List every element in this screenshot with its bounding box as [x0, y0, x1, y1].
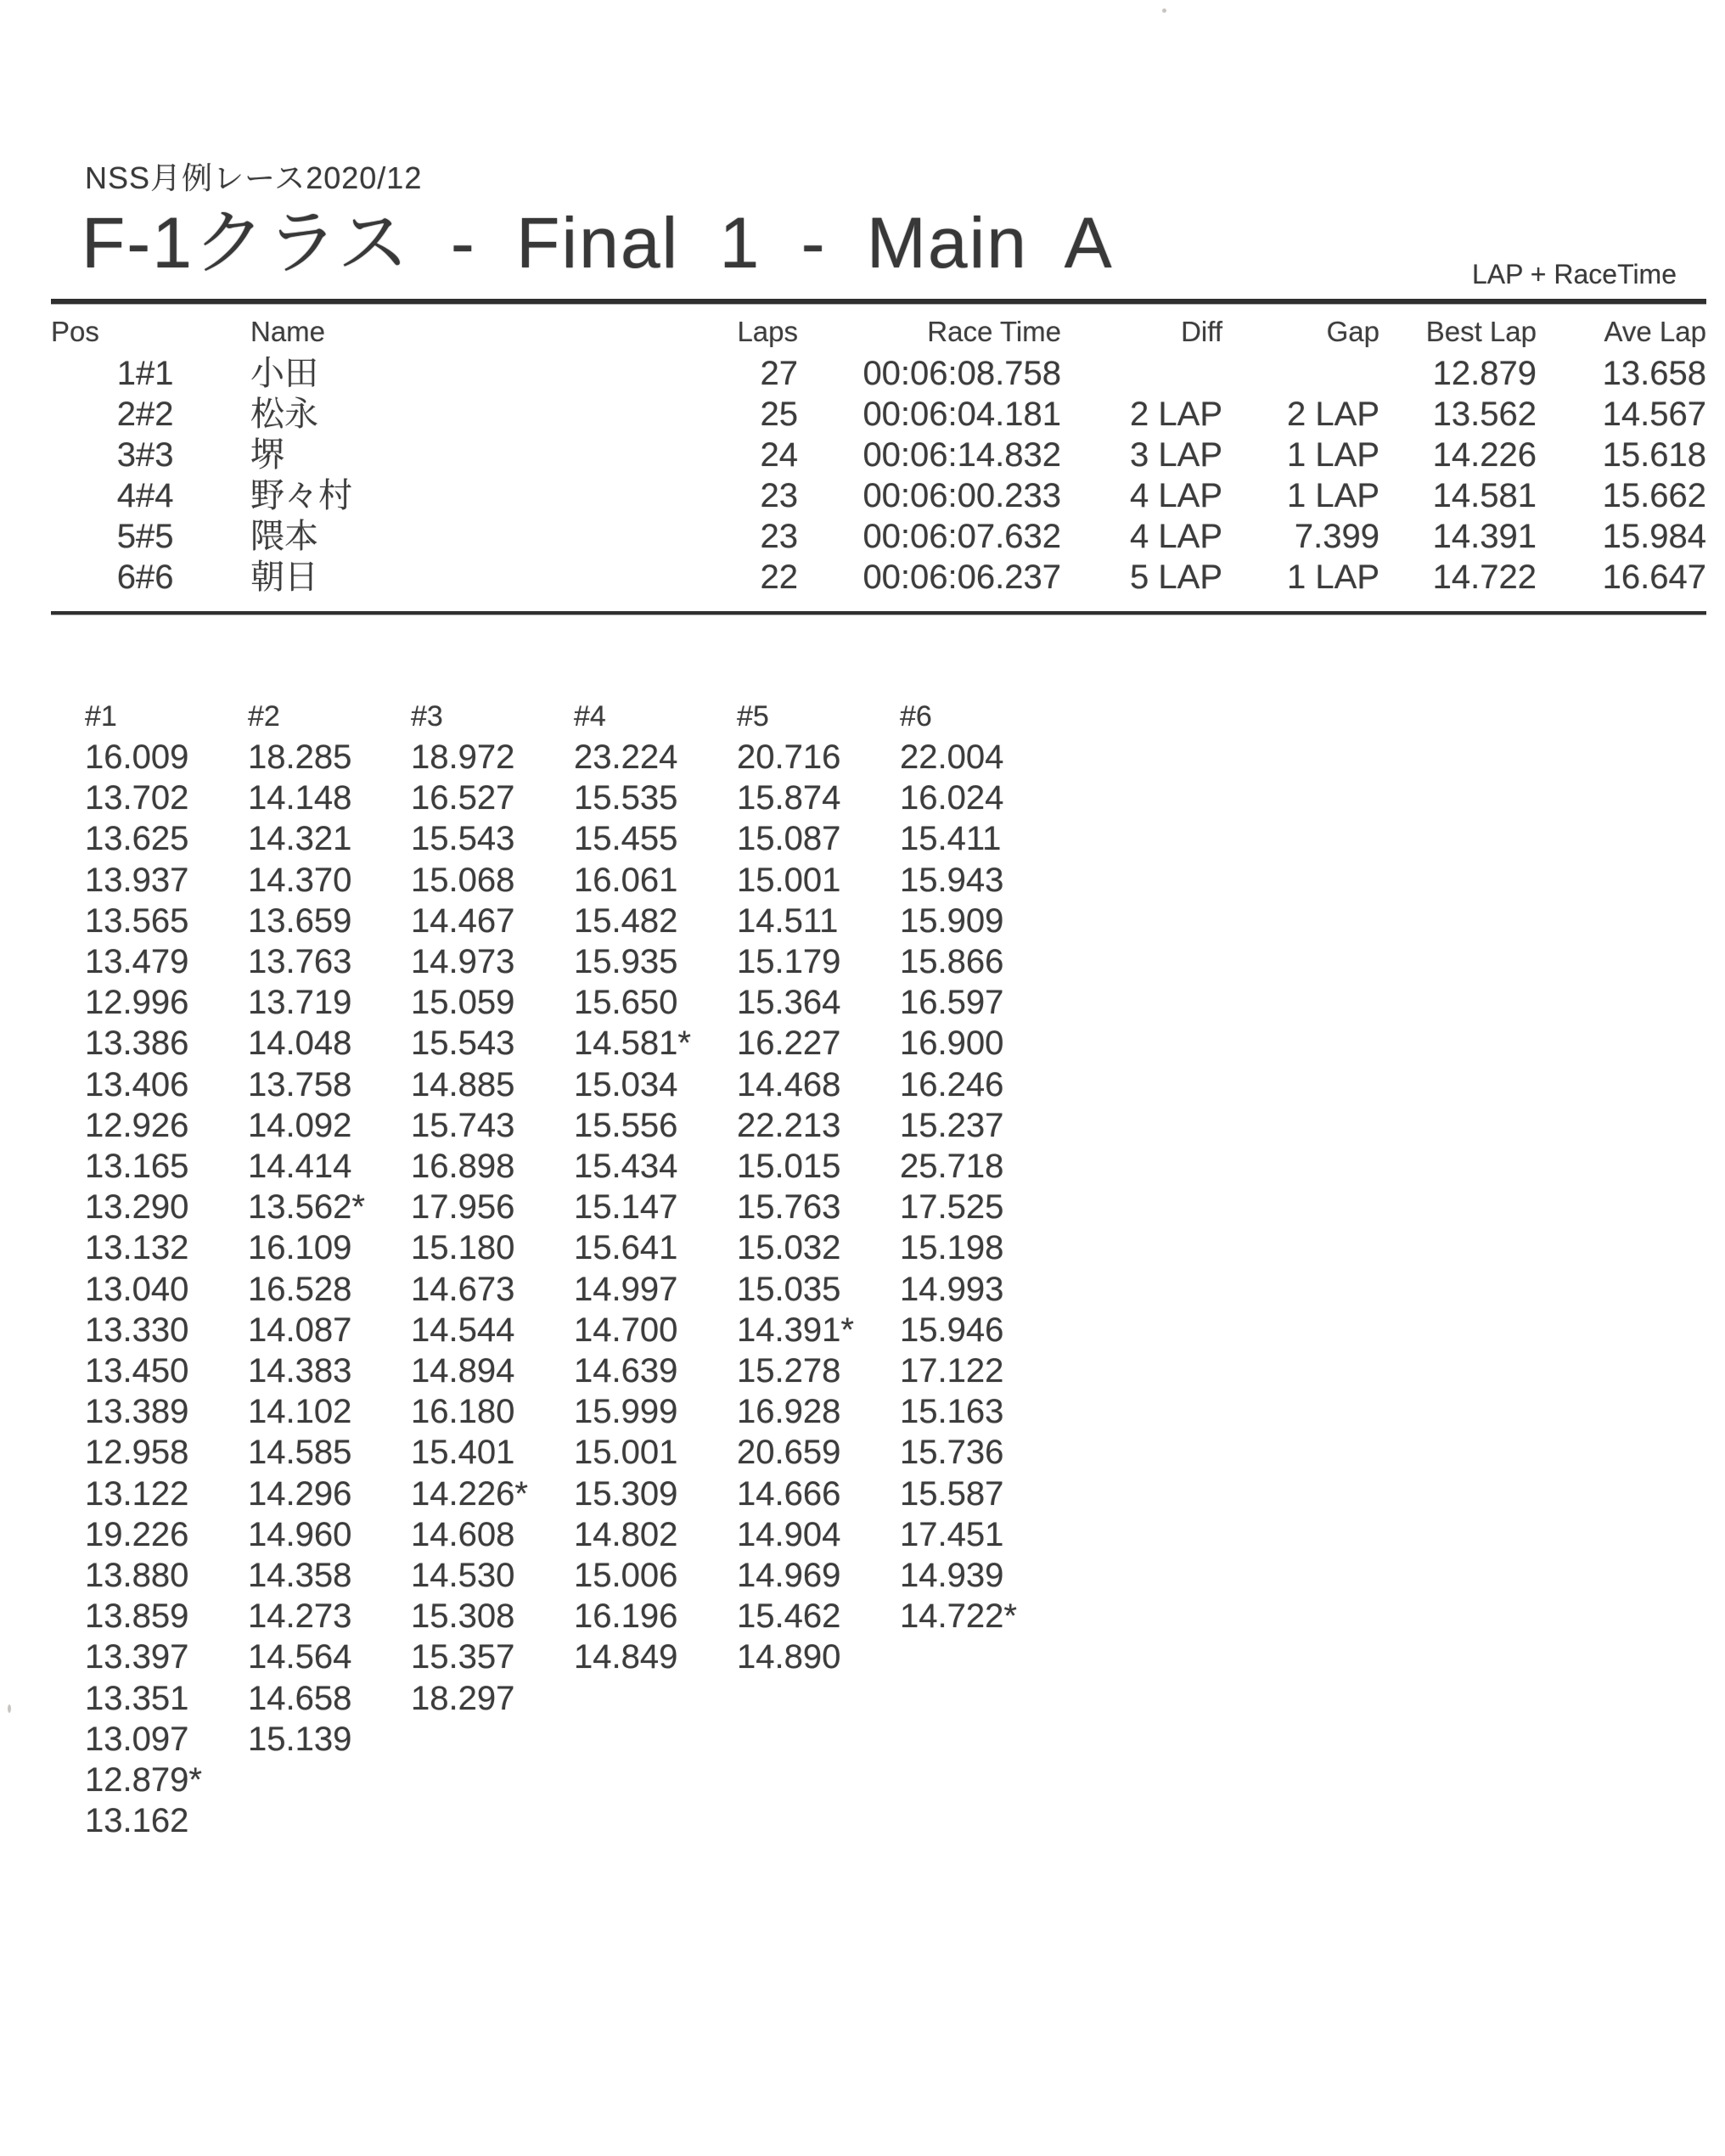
lap-time-cell: 15.198: [900, 1229, 1004, 1267]
car-number-cell: #5: [136, 518, 174, 555]
laps-cell: 23: [760, 518, 798, 555]
lap-time-cell: 15.180: [411, 1229, 515, 1267]
gap-cell: 1 LAP: [1287, 559, 1379, 596]
lap-time-cell: 16.528: [248, 1270, 352, 1308]
lap-time-cell: 12.879*: [85, 1761, 202, 1799]
lap-time-cell: 16.109: [248, 1229, 352, 1267]
lap-time-cell: 13.625: [85, 820, 189, 858]
lap-time-cell: 14.639: [574, 1352, 678, 1390]
lap-time-cell: 13.351: [85, 1679, 189, 1717]
lap-time-cell: 15.866: [900, 943, 1004, 981]
lap-time-cell: 15.237: [900, 1106, 1004, 1144]
lap-time-cell: 15.032: [737, 1229, 841, 1267]
lap-time-cell: 14.048: [248, 1025, 352, 1063]
lap-column-2: [248, 696, 411, 1841]
lap-time-cell: 13.880: [85, 1557, 189, 1595]
lap-time-cell: 17.451: [900, 1515, 1004, 1553]
lap-column-1: [85, 696, 248, 1841]
lap-time-cell: 16.900: [900, 1025, 1004, 1063]
lap-time-cell: 20.716: [737, 738, 841, 776]
lap-time-cell: 15.587: [900, 1474, 1004, 1513]
lap-time-cell: 16.527: [411, 779, 515, 817]
lap-time-cell: 15.001: [574, 1434, 678, 1472]
lap-time-cell: 16.024: [900, 779, 1004, 817]
lap-time-cell: 13.290: [85, 1188, 189, 1227]
lap-time-cell: 14.092: [248, 1106, 352, 1144]
timing-mode-label: LAP + RaceTime: [1472, 259, 1677, 289]
ave-lap-cell: 14.567: [1602, 396, 1706, 433]
event-name: NSS月例レース2020/12: [85, 160, 423, 195]
gap-cell: 7.399: [1294, 518, 1379, 555]
lap-column-3: [411, 696, 574, 1841]
lap-time-cell: 15.147: [574, 1188, 678, 1227]
race-time-cell: 00:06:14.832: [862, 436, 1061, 474]
car-number-cell: #3: [136, 436, 174, 474]
result-row: [51, 394, 1706, 435]
lap-time-cell: 15.357: [411, 1638, 515, 1676]
best-lap-cell: 14.391: [1432, 518, 1537, 555]
results-header-row: [51, 316, 1706, 353]
lap-time-cell: 15.139: [248, 1720, 352, 1758]
lap-time-cell: 15.556: [574, 1106, 678, 1144]
best-lap-cell: 14.722: [1432, 559, 1537, 596]
lap-column-header: #4: [574, 700, 606, 733]
results-table: [51, 316, 1706, 598]
laps-cell: 24: [760, 436, 798, 474]
driver-name-cell: 野々村: [250, 477, 352, 514]
col-header-ave-lap: Ave Lap: [1604, 316, 1706, 347]
lap-time-cell: 14.358: [248, 1557, 352, 1595]
lap-time-cell: 14.087: [248, 1311, 352, 1349]
lap-time-cell: 13.386: [85, 1025, 189, 1063]
lap-column-6: [900, 696, 1063, 1841]
lap-time-cell: 14.993: [900, 1270, 1004, 1308]
diff-cell: 3 LAP: [1130, 436, 1222, 474]
lap-time-cell: 15.482: [574, 901, 678, 940]
lap-time-cell: 17.122: [900, 1352, 1004, 1390]
lap-time-cell: 16.898: [411, 1148, 515, 1186]
lap-time-cell: 14.969: [737, 1557, 841, 1595]
col-header-laps: Laps: [737, 316, 798, 347]
lap-time-cell: 14.722*: [900, 1597, 1017, 1636]
diff-cell: 2 LAP: [1130, 396, 1222, 433]
lap-time-cell: 13.132: [85, 1229, 189, 1267]
laps-cell: 27: [760, 355, 798, 392]
lap-time-cell: 15.999: [574, 1393, 678, 1431]
lap-time-cell: 14.997: [574, 1270, 678, 1308]
lap-time-cell: 13.763: [248, 943, 352, 981]
lap-time-cell: 15.006: [574, 1557, 678, 1595]
lap-time-cell: 15.743: [411, 1106, 515, 1144]
lap-time-cell: 16.009: [85, 738, 189, 776]
ave-lap-cell: 15.984: [1602, 518, 1706, 555]
lap-time-cell: 15.035: [737, 1270, 841, 1308]
lap-time-cell: 16.061: [574, 861, 678, 899]
col-header-car: [136, 316, 250, 353]
lap-time-cell: 14.296: [248, 1474, 352, 1513]
lap-time-cell: 15.736: [900, 1434, 1004, 1472]
lap-time-cell: 13.859: [85, 1597, 189, 1636]
lap-time-cell: 15.163: [900, 1393, 1004, 1431]
lap-time-cell: 14.414: [248, 1148, 352, 1186]
lap-time-cell: 15.411: [900, 820, 1002, 858]
race-time-cell: 00:06:07.632: [862, 518, 1061, 555]
driver-name-cell: 隈本: [250, 518, 318, 555]
lap-time-cell: 14.608: [411, 1515, 515, 1553]
lap-time-cell: 12.926: [85, 1106, 189, 1144]
result-row: [51, 557, 1706, 598]
lap-time-cell: 18.972: [411, 738, 515, 776]
lap-time-cell: 14.370: [248, 861, 352, 899]
lap-time-cell: 13.562*: [248, 1188, 365, 1227]
lap-time-cell: 13.165: [85, 1148, 189, 1186]
lap-time-cell: 13.406: [85, 1065, 189, 1103]
lap-time-cell: 17.956: [411, 1188, 515, 1227]
lap-time-cell: 15.059: [411, 984, 515, 1022]
lap-time-cell: 13.702: [85, 779, 189, 817]
lap-time-cell: 14.321: [248, 820, 352, 858]
laps-cell: 25: [760, 396, 798, 433]
lap-time-cell: 13.758: [248, 1065, 352, 1103]
col-header-name: Name: [250, 316, 326, 347]
race-time-cell: 00:06:00.233: [862, 477, 1061, 514]
lap-time-cell: 18.285: [248, 738, 352, 776]
pos-cell: 5: [116, 518, 136, 555]
ave-lap-cell: 15.662: [1602, 477, 1706, 514]
diff-cell: 4 LAP: [1130, 477, 1222, 514]
gap-cell: 1 LAP: [1287, 477, 1379, 514]
ave-lap-cell: 15.618: [1602, 436, 1706, 474]
col-header-race-time: Race Time: [927, 316, 1061, 347]
lap-time-cell: 13.389: [85, 1393, 189, 1431]
lap-column-5: [737, 696, 900, 1841]
car-number-cell: #6: [136, 559, 174, 596]
lap-time-cell: 12.996: [85, 984, 189, 1022]
lap-time-cell: 14.581*: [574, 1025, 691, 1063]
lap-time-cell: 20.659: [737, 1434, 841, 1472]
lap-column-header: #3: [411, 700, 443, 733]
lap-time-cell: 14.226*: [411, 1474, 528, 1513]
lap-time-cell: 15.763: [737, 1188, 841, 1227]
lap-time-cell: 14.564: [248, 1638, 352, 1676]
lap-time-cell: 15.308: [411, 1597, 515, 1636]
pos-cell: 4: [116, 477, 136, 514]
result-row: [51, 435, 1706, 475]
pos-cell: 1: [116, 355, 136, 392]
best-lap-cell: 12.879: [1432, 355, 1537, 392]
lap-time-cell: 15.641: [574, 1229, 678, 1267]
gap-cell: [1222, 353, 1379, 394]
lap-time-cell: 14.673: [411, 1270, 515, 1308]
lap-time-cell: 15.068: [411, 861, 515, 899]
lap-time-cell: 13.659: [248, 901, 352, 940]
best-lap-cell: 13.562: [1432, 396, 1537, 433]
lap-time-cell: 14.391*: [737, 1311, 854, 1349]
laps-cell: 23: [760, 477, 798, 514]
lap-time-cell: 16.928: [737, 1393, 841, 1431]
driver-name-cell: 堺: [250, 436, 284, 474]
race-time-cell: 00:06:04.181: [862, 396, 1061, 433]
lap-time-cell: 23.224: [574, 738, 678, 776]
lap-time-cell: 13.397: [85, 1638, 189, 1676]
ave-lap-cell: 13.658: [1602, 355, 1706, 392]
diff-cell: 5 LAP: [1130, 559, 1222, 596]
lap-time-cell: 13.479: [85, 943, 189, 981]
lap-time-cell: 15.278: [737, 1352, 841, 1390]
lap-time-cell: 15.543: [411, 820, 515, 858]
lap-time-cell: 16.227: [737, 1025, 841, 1063]
result-row: [51, 475, 1706, 516]
pos-cell: 6: [116, 559, 136, 596]
lap-time-cell: 14.530: [411, 1557, 515, 1595]
title-row: [51, 200, 1706, 292]
gap-cell: 2 LAP: [1287, 396, 1379, 433]
lap-time-cell: 15.034: [574, 1065, 678, 1103]
lap-column-header: #6: [900, 700, 932, 733]
lap-time-cell: 14.468: [737, 1065, 841, 1103]
lap-time-cell: 13.097: [85, 1720, 189, 1758]
lap-time-cell: 15.462: [737, 1597, 841, 1636]
lap-times-table: [85, 696, 1706, 1841]
car-number-cell: #4: [136, 477, 174, 514]
lap-time-cell: 14.802: [574, 1515, 678, 1553]
lap-time-cell: 14.383: [248, 1352, 352, 1390]
gap-cell: 1 LAP: [1287, 436, 1379, 474]
lap-time-cell: 19.226: [85, 1515, 189, 1553]
diff-cell: 4 LAP: [1130, 518, 1222, 555]
lap-time-cell: 14.890: [737, 1638, 841, 1676]
driver-name-cell: 松永: [250, 396, 318, 433]
lap-time-cell: 14.973: [411, 943, 515, 981]
lap-time-cell: 16.180: [411, 1393, 515, 1431]
page-title: F-1クラス - Final 1 - Main A: [81, 203, 1114, 283]
lap-time-cell: 12.958: [85, 1434, 189, 1472]
lap-time-cell: 15.309: [574, 1474, 678, 1513]
lap-time-cell: 15.935: [574, 943, 678, 981]
col-header-diff: Diff: [1181, 316, 1222, 347]
divider-bottom: [51, 611, 1706, 615]
lap-time-cell: 15.401: [411, 1434, 515, 1472]
laps-cell: 22: [760, 559, 798, 596]
lap-time-cell: 15.874: [737, 779, 841, 817]
lap-time-cell: 14.904: [737, 1515, 841, 1553]
lap-time-cell: 14.939: [900, 1557, 1004, 1595]
lap-time-cell: 16.246: [900, 1065, 1004, 1103]
lap-time-cell: 15.087: [737, 820, 841, 858]
driver-name-cell: 朝日: [250, 559, 318, 596]
lap-time-cell: 15.455: [574, 820, 678, 858]
ave-lap-cell: 16.647: [1602, 559, 1706, 596]
lap-column-header: #2: [248, 700, 280, 733]
lap-time-cell: 22.004: [900, 738, 1004, 776]
lap-time-cell: 15.015: [737, 1148, 841, 1186]
lap-time-cell: 15.543: [411, 1025, 515, 1063]
lap-time-cell: 15.943: [900, 861, 1004, 899]
scan-speck: [8, 1704, 11, 1713]
car-number-cell: #2: [136, 396, 174, 433]
lap-time-cell: 15.946: [900, 1311, 1004, 1349]
lap-time-cell: 16.597: [900, 984, 1004, 1022]
lap-time-cell: 22.213: [737, 1106, 841, 1144]
lap-column-4: [574, 696, 737, 1841]
lap-time-cell: 16.196: [574, 1597, 678, 1636]
lap-time-cell: 14.894: [411, 1352, 515, 1390]
lap-time-cell: 17.525: [900, 1188, 1004, 1227]
col-header-pos: Pos: [51, 316, 99, 347]
car-number-cell: #1: [136, 355, 174, 392]
lap-time-cell: 14.467: [411, 901, 515, 940]
race-time-cell: 00:06:06.237: [862, 559, 1061, 596]
lap-time-cell: 13.122: [85, 1474, 189, 1513]
lap-time-cell: 13.719: [248, 984, 352, 1022]
lap-time-cell: 13.565: [85, 901, 189, 940]
lap-time-cell: 25.718: [900, 1148, 1004, 1186]
lap-time-cell: 14.102: [248, 1393, 352, 1431]
lap-time-cell: 15.001: [737, 861, 841, 899]
divider-top: [51, 299, 1706, 304]
lap-time-cell: 13.162: [85, 1802, 189, 1840]
race-time-cell: 00:06:08.758: [862, 355, 1061, 392]
lap-time-cell: 15.179: [737, 943, 841, 981]
best-lap-cell: 14.226: [1432, 436, 1537, 474]
lap-time-cell: 14.849: [574, 1638, 678, 1676]
best-lap-cell: 14.581: [1432, 477, 1537, 514]
lap-time-cell: 14.666: [737, 1474, 841, 1513]
lap-time-cell: 14.544: [411, 1311, 515, 1349]
lap-time-cell: 13.937: [85, 861, 189, 899]
lap-time-cell: 13.450: [85, 1352, 189, 1390]
lap-time-cell: 15.434: [574, 1148, 678, 1186]
pos-cell: 3: [116, 436, 136, 474]
lap-time-cell: 14.658: [248, 1679, 352, 1717]
scan-speck: [1162, 8, 1166, 13]
lap-time-cell: 14.885: [411, 1065, 515, 1103]
lap-time-cell: 13.330: [85, 1311, 189, 1349]
lap-time-cell: 18.297: [411, 1679, 515, 1717]
col-header-best-lap: Best Lap: [1425, 316, 1537, 347]
lap-time-cell: 15.364: [737, 984, 841, 1022]
result-row: [51, 353, 1706, 394]
lap-time-cell: 14.511: [737, 901, 839, 940]
lap-time-cell: 14.585: [248, 1434, 352, 1472]
lap-time-cell: 14.148: [248, 779, 352, 817]
lap-time-cell: 15.909: [900, 901, 1004, 940]
diff-cell: [1061, 353, 1222, 394]
driver-name-cell: 小田: [250, 355, 318, 392]
lap-time-cell: 13.040: [85, 1270, 189, 1308]
lap-time-cell: 15.650: [574, 984, 678, 1022]
lap-time-cell: 14.700: [574, 1311, 678, 1349]
lap-column-header: #5: [737, 700, 769, 733]
lap-time-cell: 14.273: [248, 1597, 352, 1636]
pos-cell: 2: [116, 396, 136, 433]
col-header-gap: Gap: [1326, 316, 1379, 347]
result-row: [51, 516, 1706, 557]
lap-time-cell: 15.535: [574, 779, 678, 817]
lap-column-header: #1: [85, 700, 117, 733]
lap-time-cell: 14.960: [248, 1515, 352, 1553]
